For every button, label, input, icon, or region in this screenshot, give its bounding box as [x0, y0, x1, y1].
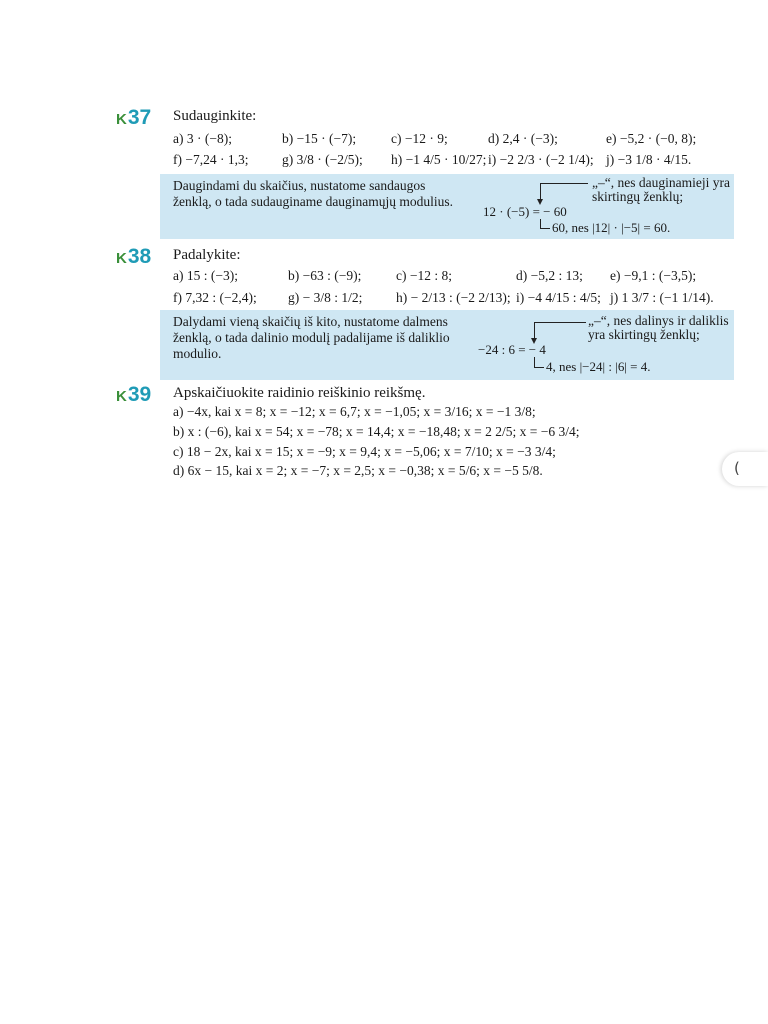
task-item: g) 3/8 · (−2/5);: [282, 152, 363, 167]
exercise-prefix: K: [116, 388, 127, 405]
exercise-number-k39: [116, 383, 151, 407]
task-item: e) −9,1 : (−3,5);: [610, 268, 697, 283]
exercise-number: 37: [127, 106, 152, 129]
task-item: h) − 2/13 : (−2 2/13);: [396, 290, 511, 305]
task-item: c) −12 · 9;: [391, 131, 448, 146]
task-item: h) −1 4/5 · 10/27;: [391, 152, 487, 167]
task-row: d) 6x − 15, kai x = 2; x = −7; x = 2,5; x = −0,38; x = 5/6; x = −5 5/8.: [173, 463, 543, 478]
task-item: f) 7,32 : (−2,4);: [173, 290, 257, 305]
task-item: j) −3 1/8 · 4/15.: [606, 152, 692, 167]
exercise-number: 38: [127, 245, 152, 268]
task-item: c) −12 : 8;: [396, 268, 452, 283]
result-pointer-line: [534, 357, 535, 367]
exercise-title: Padalykite:: [173, 247, 241, 263]
rule-text: Daugindami du skaičius, nustatome sandaugos ženklą, o tada sudauginame dauginamųjų modulius.: [173, 178, 454, 209]
rule-text: Dalydami vieną skaičių iš kito, nustatome dalmens ženklą, o tada dalinio modulį padalijame iš daliklio modulio.: [173, 314, 450, 361]
result-text: 4, nes |−24| : |6| = 4.: [546, 359, 651, 374]
result-pointer-line: [534, 367, 544, 368]
sign-note: „–“, nes dauginamieji yra skirtingų ženklų;: [592, 175, 730, 204]
task-item: i) −4 4/15 : 4/5;: [516, 290, 601, 305]
exercise-number-k38: [116, 245, 151, 269]
task-row: a) −4x, kai x = 8; x = −12; x = 6,7; x = −1,05; x = 3/16; x = −1 3/8;: [173, 404, 536, 419]
example-formula: 12 · (−5) = − 60: [483, 204, 567, 219]
example-formula: −24 : 6 = − 4: [478, 342, 546, 357]
result-pointer-line: [540, 219, 541, 228]
task-item: d) −5,2 : 13;: [516, 268, 583, 283]
task-item: j) 1 3/7 : (−1 1/14).: [610, 290, 714, 305]
task-item: i) −2 2/3 · (−2 1/4);: [488, 152, 594, 167]
task-row: c) 18 − 2x, kai x = 15; x = −9; x = 9,4; x = −5,06; x = 7/10; x = −3 3/4;: [173, 444, 556, 459]
exercise-title: Apskaičiuokite raidinio reiškinio reikšmę.: [173, 385, 426, 401]
result-pointer-line: [540, 228, 550, 229]
task-item: a) 3 · (−8);: [173, 131, 232, 146]
task-item: f) −7,24 · 1,3;: [173, 152, 249, 167]
task-item: g) − 3/8 : 1/2;: [288, 290, 363, 305]
sign-note: „–“, nes dalinys ir daliklis yra skirtingų ženklų;: [588, 313, 729, 342]
note-pointer-line: [534, 322, 586, 323]
exercise-title: Sudauginkite:: [173, 108, 257, 124]
task-item: a) 15 : (−3);: [173, 268, 238, 283]
task-row: b) x : (−6), kai x = 54; x = −78; x = 14,4; x = −18,48; x = 2 2/5; x = −6 3/4;: [173, 424, 580, 439]
side-panel-toggle-button[interactable]: [722, 452, 768, 486]
note-pointer-line: [540, 183, 541, 199]
textbook-page: [110, 100, 734, 484]
note-pointer-line: [540, 183, 588, 184]
task-item: d) 2,4 · (−3);: [488, 131, 558, 146]
exercise-number-k37: [116, 106, 151, 130]
task-item: b) −63 : (−9);: [288, 268, 362, 283]
arrow-icon: (: [734, 459, 740, 477]
task-item: b) −15 · (−7);: [282, 131, 357, 146]
result-text: 60, nes |12| · |−5| = 60.: [552, 220, 671, 235]
exercise-prefix: K: [116, 250, 127, 267]
exercise-prefix: K: [116, 111, 127, 128]
rule-box: [160, 310, 734, 380]
note-pointer-line: [534, 322, 535, 338]
exercise-number: 39: [127, 383, 152, 406]
rule-box: [160, 174, 734, 239]
task-item: e) −5,2 · (−0, 8);: [606, 131, 697, 146]
